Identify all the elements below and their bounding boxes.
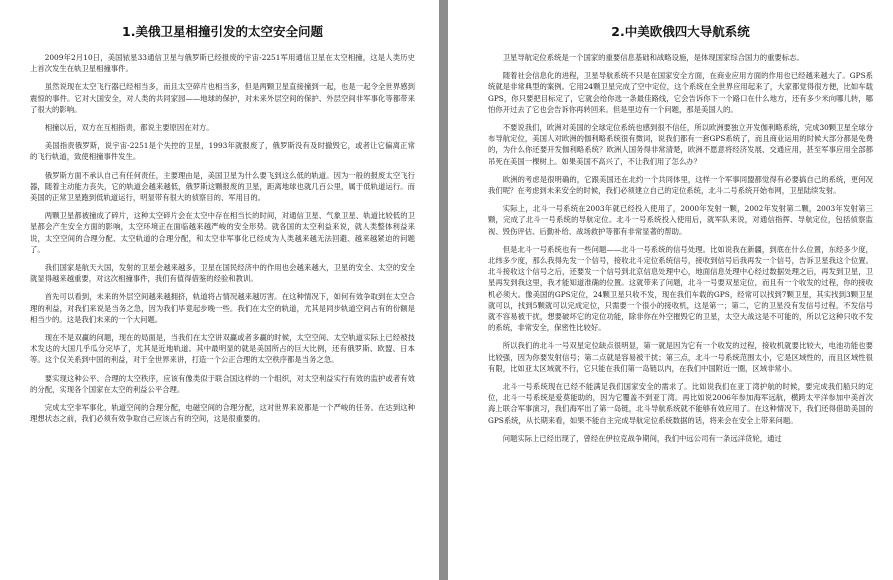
paragraph: 首先可以看到，未来的外层空间越来越拥挤，轨道将占情况越来越厉害。在这种情况下，如何有效争取到在太空合理的利益，对我们来说是当务之急，因为我们毕竟起步晚一些。我们在太空的轨道，尤其是同步轨道空间占有的份额是相当少的。这是我们未来的一个大问题。 bbox=[30, 292, 415, 324]
page-gutter bbox=[439, 0, 448, 580]
paragraph: 欧洲的考虑是很明确的，它跟美国还在北约一个共同体里，这样一个军事同盟都觉得有必要搞自己的系统，更何况我们呢？在考虑到未来安全的时候，我们必须建立自己的定位系统，北斗二号系统开始布网，卫星陆续发射。 bbox=[488, 174, 873, 196]
page-title: 1.美俄卫星相撞引发的太空安全问题 bbox=[122, 24, 323, 39]
paragraph: 俄罗斯方面不承认自己有任何责任，主要理由是，美国卫星为什么要飞到这么低的轨道。因为一般的报废太空飞行器，随着主动能力丧失，它的轨道会越来越低，俄罗斯这颗报废的卫星，距离地球也就几百公里，属于低轨道运行。而美国的正常卫星跑到低轨道运行，明显带有很大的侦察目的、军用目的。 bbox=[30, 170, 415, 203]
paragraph: 随着社会信息化的进程，卫星导航系统不只是在国家安全方面，在商业应用方面的作用也已经越来越大了。GPS系统就是非常典型的案例。它用24颗卫星完成了空中定位，这个系统在全世界应用起来了，大家都觉得很方便，比如车载GPS，你只要把目标定了，它就会给你选一条最佳路线，它会告诉你下一个路口在什么地方，还有多少米向哪儿转，哪怕你开过去了它也会告诉你再转回来。但是里边有一个问题，那是美国人的。 bbox=[488, 71, 873, 114]
paragraph: 两颗卫星都被撞成了碎片，这种太空碎片会在太空中存在相当长的时间，对通信卫星、气象卫星、轨道比较低的卫星都会产生安全方面的影响，太空环境正在面临越来越严峻的安全形势。就各国的太空利益来说，就人类整体利益来说，太空空间的合理分配、太空轨道的合理分配，和太空非军事化已经成为人类越来越无法回避、越来越紧迫的问题了。 bbox=[30, 211, 415, 254]
paragraph: 问题实际上已经出现了，曾经在伊拉克战争期间，我们中远公司有一条远洋货轮，通过 bbox=[502, 433, 782, 443]
paragraph: 美国指责俄罗斯，说宇宙-2251是个失控的卫星，1993年就报废了，俄罗斯没有及时撤毁它，或者让它偏离正常的飞行轨道，致使相撞事件发生。 bbox=[30, 141, 415, 162]
left-document-page bbox=[0, 0, 439, 580]
paragraph: 所以我们的北斗一号双星定位缺点很明显，第一就是因为它有一个收发的过程，接收机就要比较大，电池功能也要比较强，因为你要发射信号；第二点就是容易被干扰；第三点，北斗一号系统范围太小，它是区域性的，而且区域性很有限，比如亚太区域就不行，它只能在我们第一岛链以内，在我们中国附近一圈，区域非常小。 bbox=[488, 341, 873, 373]
paragraph: 实际上，北斗一号系统在2003年就已经投入使用了，2000年发射一颗，2002年发射第二颗，2003年发射第三颗，完成了北斗一号系统的导航定位。北斗一号系统投入使用后，就军队来说，对通信指挥、导航定位，包括侦察监视、毁伤评估、后勤补给、战场救护等都有非常显著的帮助。 bbox=[488, 204, 873, 236]
paragraph: 不要说我们，欧洲对美国的全球定位系统也感到很不信任，所以欧洲要独立开发伽利略系统，完成30颗卫星全球分布导航定位，美国人对欧洲的伽利略系统很有微词，说我们都有一套GPS系统了，而且商业运用的时候大部分都是免费的，为什么你还要开发伽利略系统？欧洲人国务得非常清楚，欧洲不愿意将经济发展、交通应用，甚至军事应用全部都吊死在美国一棵树上。如果美国不高兴了，不让我们用了怎么办？ bbox=[488, 123, 873, 166]
paragraph: 2009年2月10日，美国铱星33通信卫星与俄罗斯已经报废的宇宙-2251军用通信卫星在太空相撞，这是人类历史上首次发生在轨卫星相撞事件。 bbox=[30, 53, 415, 74]
paragraph: 卫星导航定位系统是一个国家的重要信息基础和战略设施，是体现国家综合国力的重要标志。 bbox=[502, 53, 804, 62]
paragraph: 北斗一号系统现在已经不能满足我们国家安全的需求了。比如说我们在亚丁湾护航的时候，要完成我们船只的定位，北斗一号系统是爱莫能助的，因为它覆盖不到亚丁湾。再比如说2006年参加海军远航，横跨太平洋参加中美首次海上联合军事演习，我们海军出了第一岛链，北斗导航系统就不能够有效应用了。在这种情况下，我们还得借助美国的GPS系统，从长期来看，如果不能自主完成导航定位系统数据的话，将来会在安全上带来问题。 bbox=[488, 382, 873, 425]
left-page-body bbox=[30, 52, 415, 424]
paragraph: 要实现这种公平、合理的太空秩序，应该有像类似于联合国这样的一个组织，对太空利益实行有效的监护或者有效的分配，实现各个国家在太空的利益公平合理。 bbox=[30, 373, 415, 394]
paragraph: 完成太空非军事化，轨道空间的合理分配，电磁空间的合理分配，这对世界来说都是一个严峻的任务。在达到这种理想状态之前，我们必须有效争取自己应该占有的空间，这是很重要的。 bbox=[30, 403, 415, 424]
page-title: 2.中美欧俄四大导航系统 bbox=[611, 24, 750, 39]
right-page-body bbox=[488, 52, 873, 444]
paragraph: 相撞以后，双方在互相指责，都说主要原因在对方。 bbox=[44, 123, 214, 133]
paragraph: 现在不是双赢的问题，现在的局面是，当我们在太空讲双赢或者多赢的时候，太空空间、太空轨道实际上已经被技术发达的大国几乎瓜分完毕了，尤其是近地轨道。其中最明显的就是美国所占的巨大比例，还有俄罗斯、欧盟、日本等。这个仅关系到中国的利益，对于全世界来讲，打造一个公正合理的太空秩序都是当务之急。 bbox=[30, 333, 415, 365]
paragraph: 但是北斗一号系统也有一些问题——北斗一号系统的信号处理。比如说我在新疆，到底在什么位置，东经多少度，北纬多少度，那么我得先发一个信号，接收北斗定位系统信号，接收到信号后我再发一个信号，告诉卫星我这个位置。北斗接收这个信号之后，还要发一个信号到北京信息处理中心，地面信息处理中心经过数据处理之后，再发到卫星，卫星再发到我这里，我才能知道准确的位置。这就带来了问题，北斗一号要双星定位，而且有一个收发的过程，你的接收机必须大。像美国的GPS定位，24颗卫星只收不发，现在我们车载的GPS，经常可以找到7颗卫星，其实找到3颗卫星就可以，找到5颗就可以完成定位，只需要一个很小的接收机，这是第一；第二，它的卫星没有发信号过程，不发信号就不容易被干扰，想要破坏它的定位功能，除非你在外空摧毁它的卫星，太空大战这是不可能的，所以它这种只收不发的系统，非常安全，保密性比较好。 bbox=[488, 244, 873, 333]
paragraph: 我们国家是航天大国，发射的卫星会越来越多，卫星在国民经济中的作用也会越来越大，卫星的安全、太空的安全就显得越来越重要，对这次相撞事件，我们有值得借鉴的经验和教训。 bbox=[30, 263, 415, 284]
right-document-page bbox=[448, 0, 893, 580]
paragraph: 虽然说现在太空飞行器已经相当多，而且太空碎片也相当多，但是两颗卫星直接撞到一起，也是一起令全世界感到震惊的事件。它对大国安全，对人类的共同家园——地球的保护，对未来外层空间的保护、外层空间非军事化等都带来了很大的影响。 bbox=[30, 82, 415, 114]
